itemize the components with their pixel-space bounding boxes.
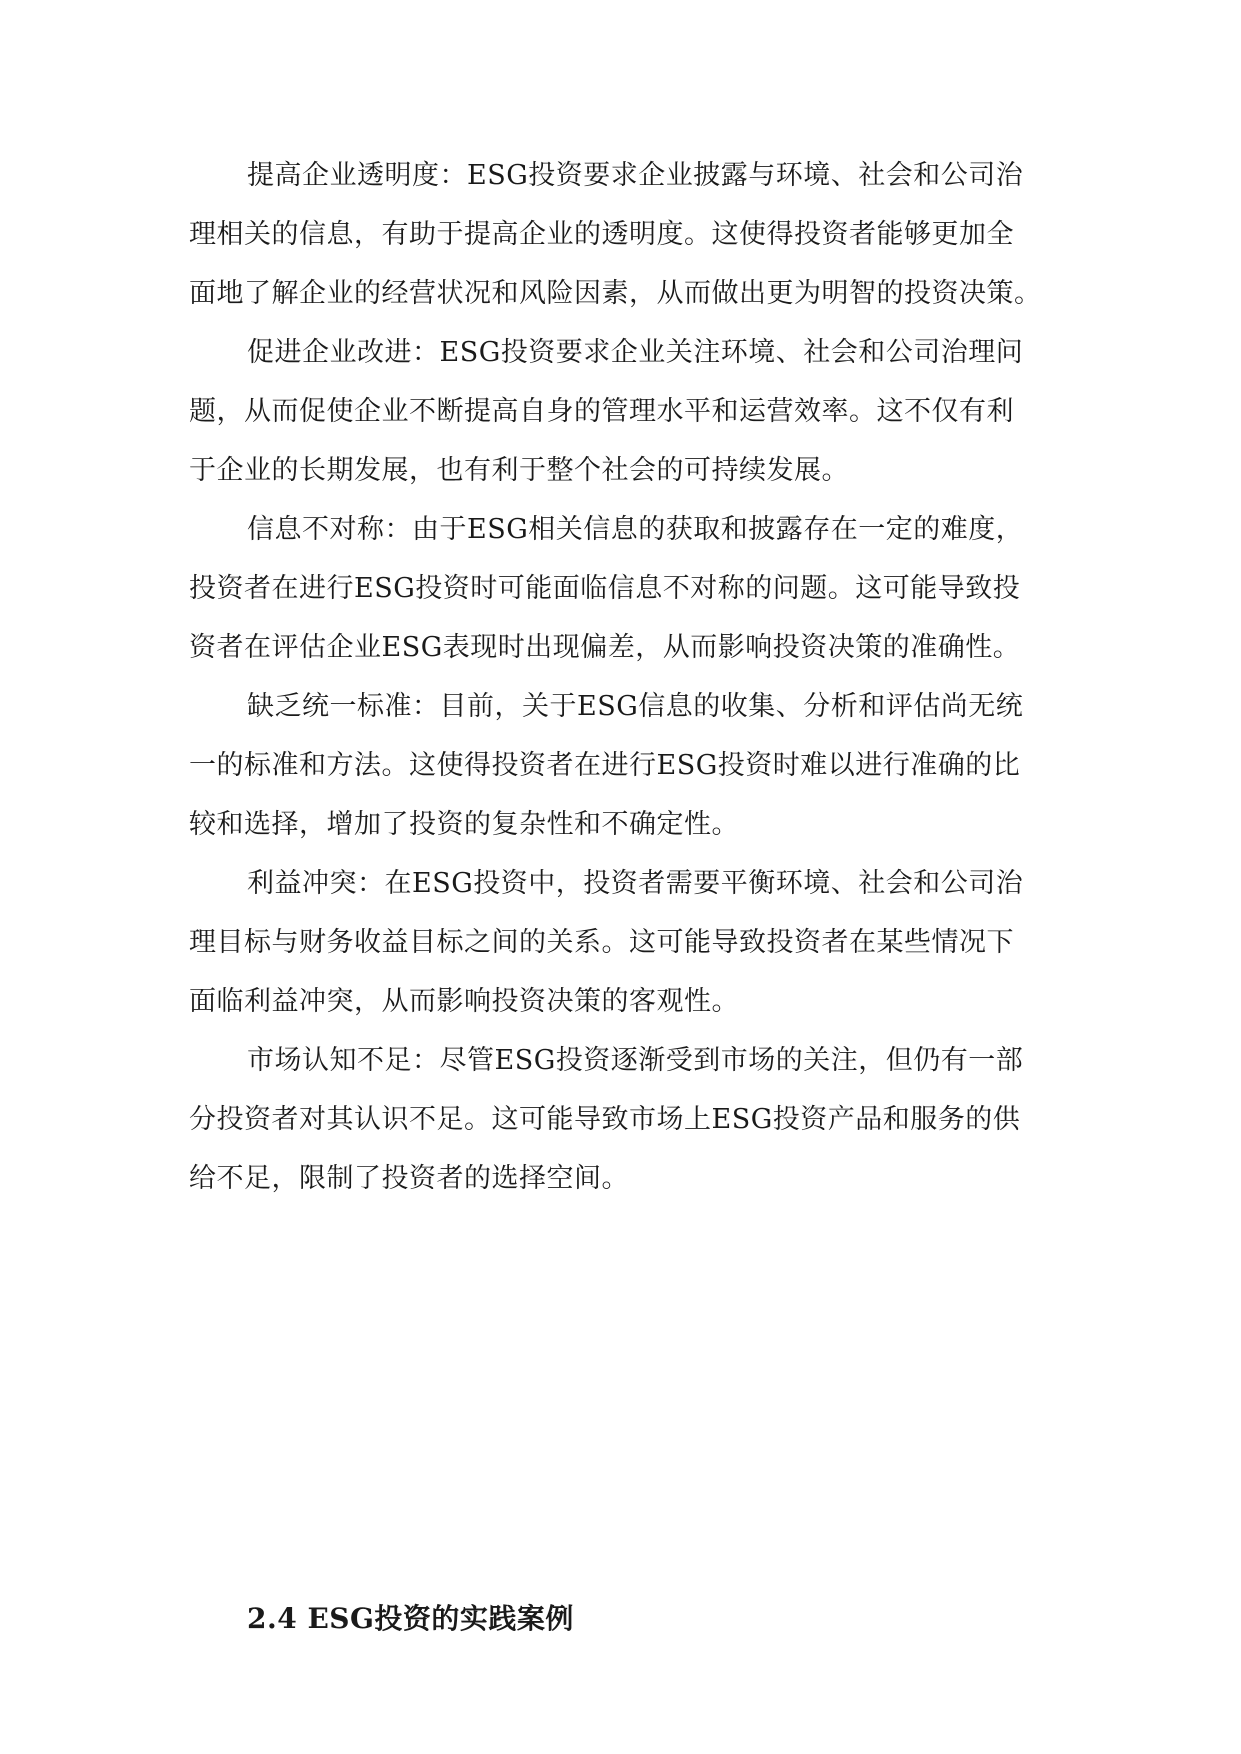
paragraph-line: 理目标与财务收益目标之间的关系。这可能导致投资者在某些情况下 xyxy=(189,927,1014,958)
paragraph-line: 题，从而促使企业不断提高自身的管理水平和运营效率。这不仅有利 xyxy=(189,396,1014,427)
paragraph-line: 缺乏统一标准：目前，关于ESG信息的收集、分析和评估尚无统 xyxy=(247,691,1024,722)
paragraph-line: 于企业的长期发展，也有利于整个社会的可持续发展。 xyxy=(189,455,849,486)
paragraph-line: 分投资者对其认识不足。这可能导致市场上ESG投资产品和服务的供 xyxy=(189,1104,1021,1135)
paragraph-line: 资者在评估企业ESG表现时出现偏差，从而影响投资决策的准确性。 xyxy=(189,632,1021,663)
paragraph-line: 理相关的信息，有助于提高企业的透明度。这使得投资者能够更加全 xyxy=(189,219,1014,250)
paragraph-line: 提高企业透明度：ESG投资要求企业披露与环境、社会和公司治 xyxy=(247,160,1024,191)
paragraph-line: 面临利益冲突，从而影响投资决策的客观性。 xyxy=(189,986,739,1017)
paragraph-market-awareness xyxy=(189,1031,1059,1208)
paragraph-line: 市场认知不足：尽管ESG投资逐渐受到市场的关注，但仍有一部 xyxy=(247,1045,1024,1076)
paragraph-information-asymmetry xyxy=(189,500,1059,677)
paragraph-transparency xyxy=(189,146,1059,323)
paragraph-line: 一的标准和方法。这使得投资者在进行ESG投资时难以进行准确的比 xyxy=(189,750,1021,781)
body-text xyxy=(189,146,1059,1208)
paragraph-line: 促进企业改进：ESG投资要求企业关注环境、社会和公司治理问 xyxy=(247,337,1024,368)
paragraph-line: 利益冲突：在ESG投资中，投资者需要平衡环境、社会和公司治 xyxy=(247,868,1024,899)
paragraph-line: 投资者在进行ESG投资时可能面临信息不对称的问题。这可能导致投 xyxy=(189,573,1021,604)
paragraph-line: 给不足，限制了投资者的选择空间。 xyxy=(189,1163,629,1194)
paragraph-line: 面地了解企业的经营状况和风险因素，从而做出更为明智的投资决策。 xyxy=(189,278,1042,309)
paragraph-line: 较和选择，增加了投资的复杂性和不确定性。 xyxy=(189,809,739,840)
paragraph-improvement xyxy=(189,323,1059,500)
paragraph-conflict-of-interest xyxy=(189,854,1059,1031)
paragraph-line: 信息不对称：由于ESG相关信息的获取和披露存在一定的难度， xyxy=(247,514,1024,545)
paragraph-lack-of-standards xyxy=(189,677,1059,854)
section-heading: 2.4 ESG投资的实践案例 xyxy=(247,1602,574,1635)
